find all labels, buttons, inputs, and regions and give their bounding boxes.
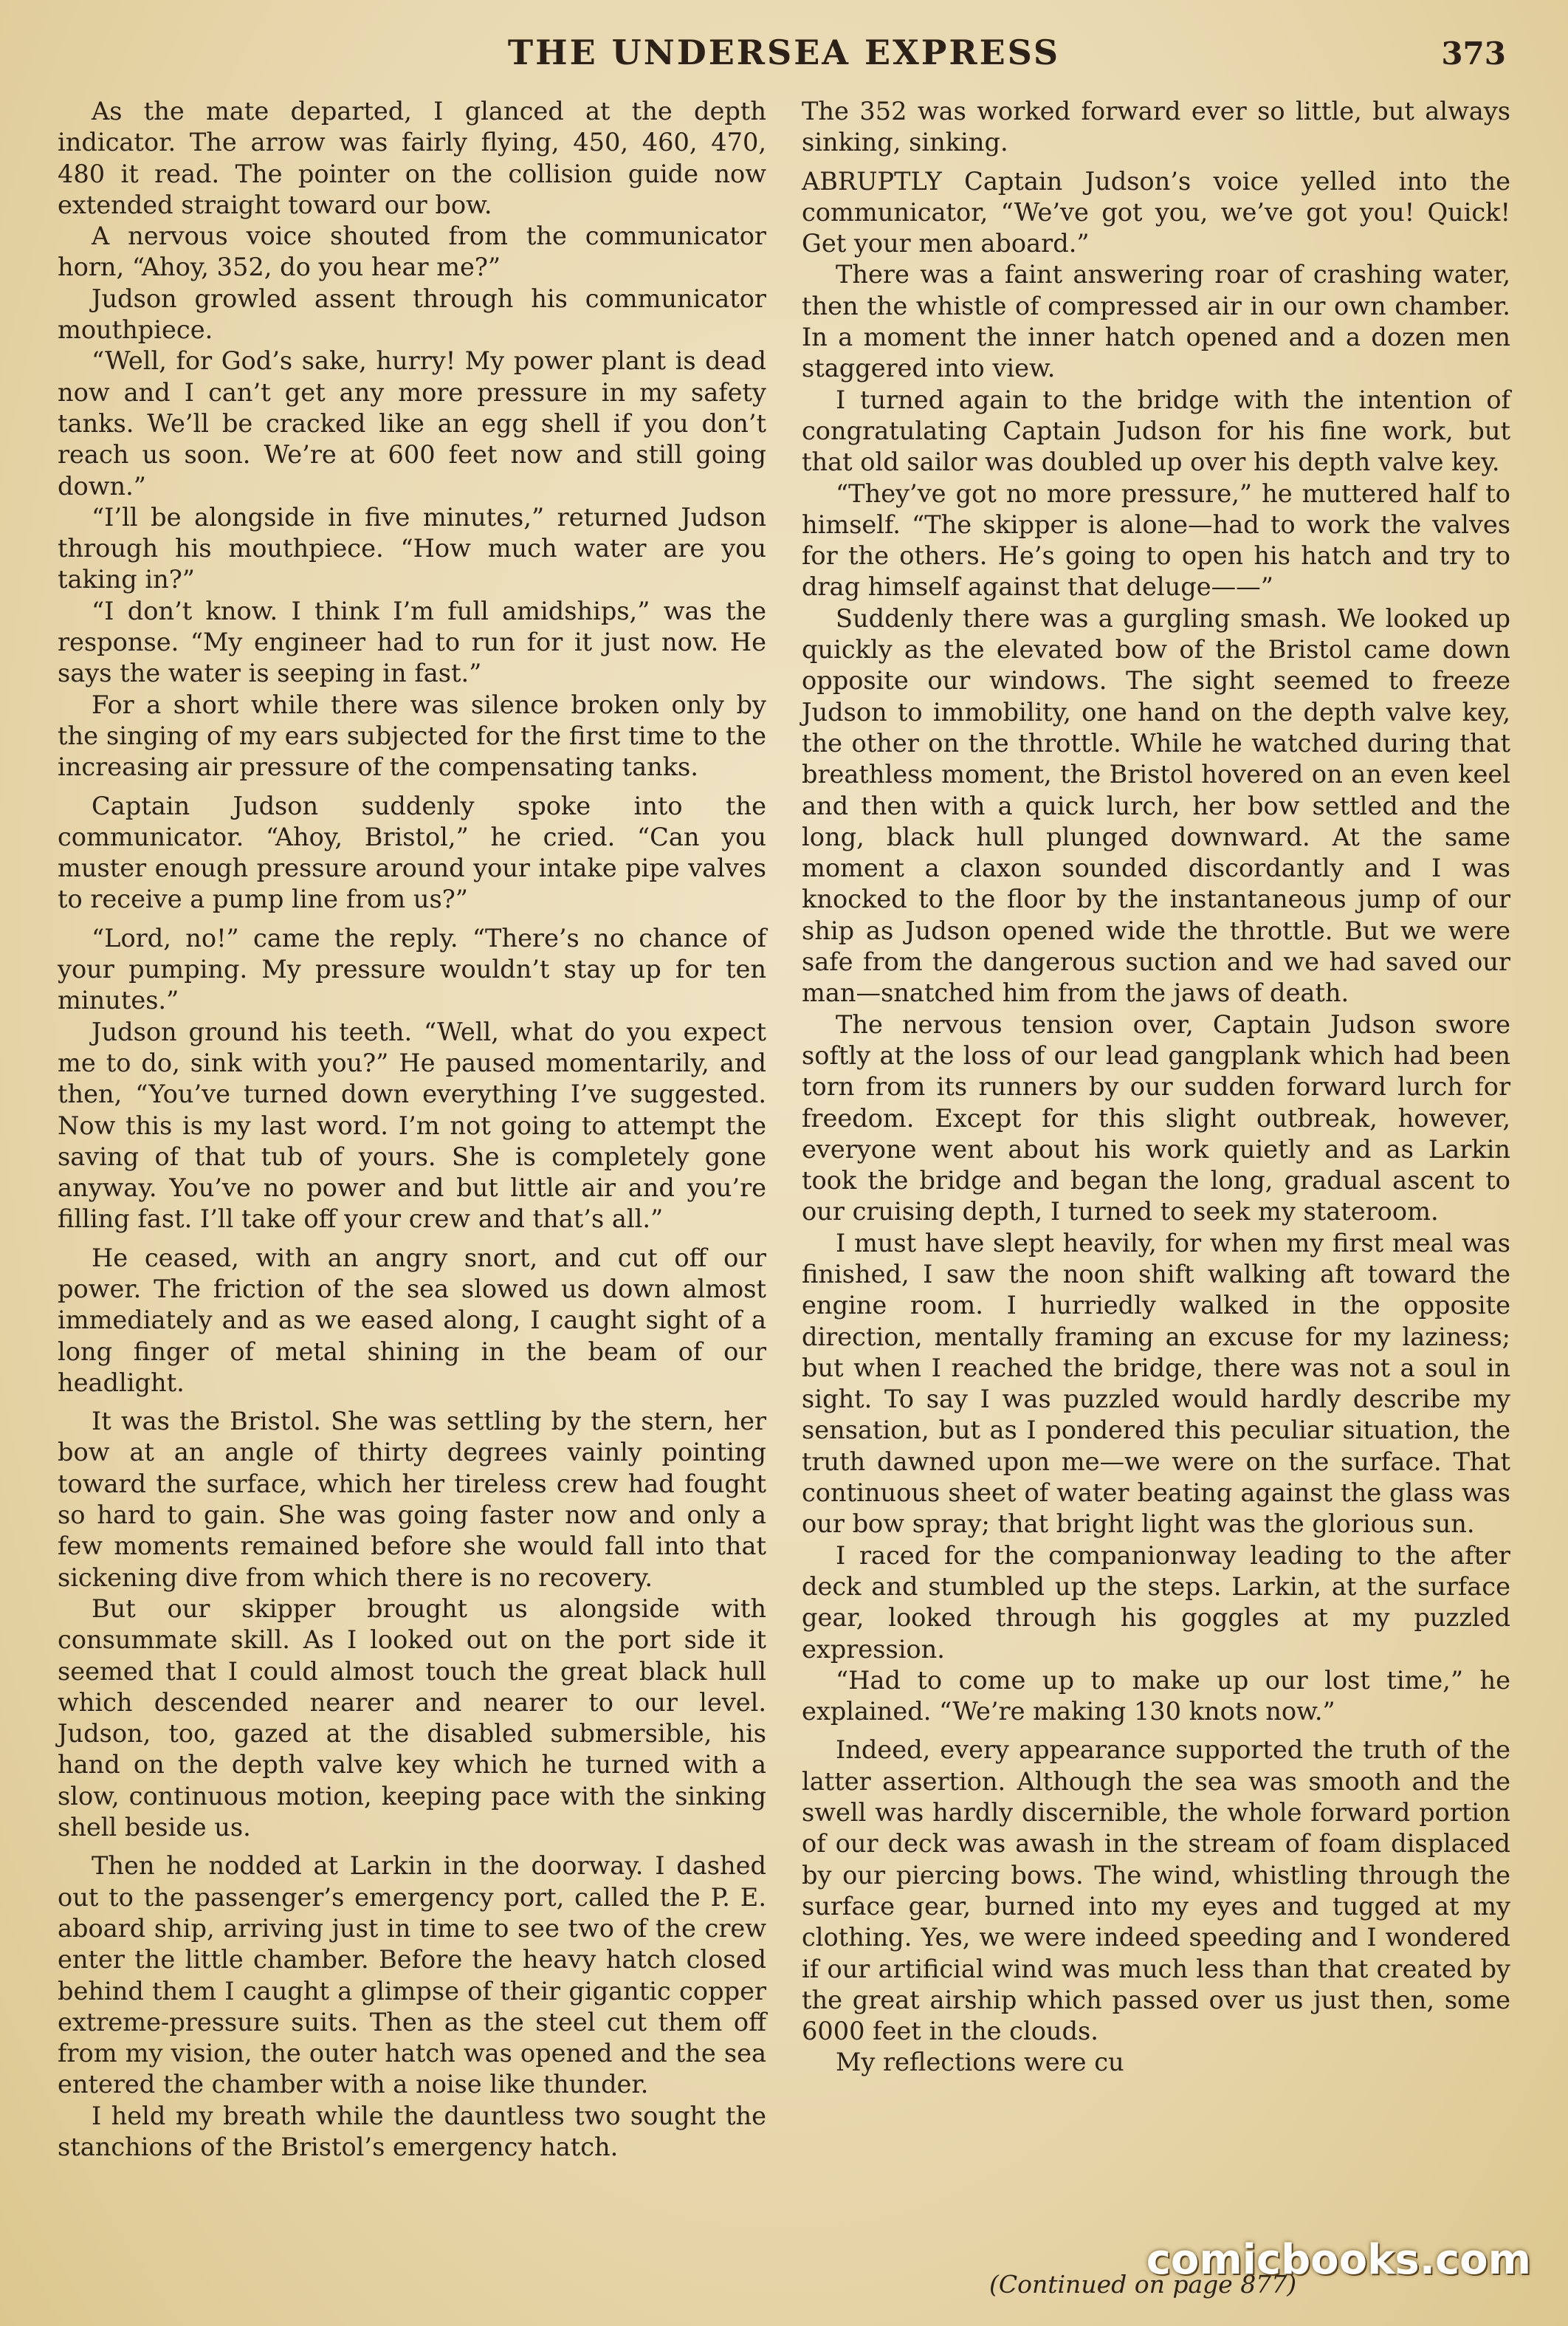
paragraph: Suddenly there was a gurgling smash. We looked up quickly as the elevated bow of the Bristol came down opposite our windows. The sight seemed to freeze Judson to immobility, one hand on the depth valve key, the other on the throttle. While he watched during that breathless moment, the Bristol hovered on an even keel and then with a quick lurch, her bow settled and the long, black hull plunged downward. At the same moment a claxon sounded discordantly and I was knocked to the floor by the instantaneous jump of our ship as Judson opened wide the throttle. But we were safe from the dangerous suction and we had saved our man—snatched him from the jaws of death.	[802, 603, 1510, 1008]
paragraph: I raced for the companionway leading to the after deck and stumbled up the steps. Larkin, at the surface gear, looked through his goggles at my puzzled expression.	[802, 1540, 1510, 1664]
right-column	[802, 96, 1510, 2079]
paragraph: “Well, for God’s sake, hurry! My power plant is dead now and I can’t get any more pressure in my safety tanks. We’ll be cracked like an egg shell if you don’t reach us soon. We’re at 600 feet now and still going down.”	[58, 346, 766, 501]
paragraph: For a short while there was silence broken only by the singing of my ears subjected for the first time to the increasing air pressure of the compensating tanks.	[58, 690, 766, 782]
paragraph: As the mate departed, I glanced at the depth indicator. The arrow was fairly flying, 450, 460, 470, 480 it read. The pointer on the collision guide now extended straight toward our bow.	[58, 97, 766, 219]
continued-note: (Continued on page 877)	[989, 2270, 1297, 2299]
paragraph: There was a faint answering roar of crashing water, then the whistle of compressed air in our own chamber. In a moment the inner hatch opened and a dozen men staggered into view.	[802, 260, 1510, 383]
paragraph: Indeed, every appearance supported the truth of the latter assertion. Although the sea was smooth and the swell was hardly discernible, the whole forward portion of our deck was awash in the stream of foam displaced by our piercing bows. The wind, whistling through the surface gear, burned into my eyes and tugged at my clothing. Yes, we were indeed speeding and I wondered if our artificial wind was much less than that created by the great airship which passed over us just then, some 6000 feet in the clouds.	[802, 1735, 1510, 2046]
paragraph: The 352 was worked forward ever so little, but always sinking, sinking.	[802, 97, 1510, 157]
paragraph: The nervous tension over, Captain Judson swore softly at the loss of our lead gangplank which had been torn from its runners by our sudden forward lurch for freedom. Except for this slight outbreak, however, everyone went about his work quietly and as Larkin took the bridge and began the long, gradual ascent to our cruising depth, I turned to seek my stateroom.	[802, 1009, 1510, 1227]
paragraph: Judson ground his teeth. “Well, what do you expect me to do, sink with you?” He paused momentarily, and then, “You’ve turned down everything I’ve suggested. Now this is my last word. I’m not going to attempt the saving of that tub of yours. She is completely gone anyway. You’ve no power and but little air and you’re filling fast. I’ll take off your crew and that’s all.”	[58, 1017, 766, 1234]
page-number: 373	[1441, 35, 1506, 72]
running-title: THE UNDERSEA EXPRESS	[507, 32, 1061, 72]
paragraph: “They’ve got no more pressure,” he muttered half to himself. “The skipper is alone—had to work the valves for the others. He’s going to open his hatch and try to drag himself against that deluge——”	[802, 478, 1510, 602]
page-header	[0, 32, 1568, 84]
site-watermark: comicbooks.com	[1146, 2236, 1531, 2284]
paragraph: Captain Judson suddenly spoke into the communicator. “Ahoy, Bristol,” he cried. “Can you muster enough pressure around your intake pipe valves to receive a pump line from us?”	[58, 791, 766, 914]
paragraph: “Had to come up to make up our lost time,” he explained. “We’re making 130 knots now.”	[802, 1665, 1510, 1726]
paragraph: Then he nodded at Larkin in the doorway. I dashed out to the passenger’s emergency port, called the P. E. aboard ship, arriving just in time to see two of the crew enter the little chamber. Before the heavy hatch closed behind them I caught a glimpse of their gigantic copper extreme-pressure suits. Then as the steel cut them off from my vision, the outer hatch was opened and the sea entered the chamber with a noise like thunder.	[58, 1851, 766, 2099]
paragraph: “Lord, no!” came the reply. “There’s no chance of your pumping. My pressure wouldn’t stay up for ten minutes.”	[58, 923, 766, 1015]
paragraph: I held my breath while the dauntless two sought the stanchions of the Bristol’s emergency hatch.	[58, 2101, 766, 2161]
paragraph: He ceased, with an angry snort, and cut off our power. The friction of the sea slowed us down almost immediately and as we eased along, I caught sight of a long finger of metal shining in the beam of our headlight.	[58, 1243, 766, 1397]
section-opening-paragraph: ABRUPTLY Captain Judson’s voice yelled into the communicator, “We’ve got you, we’ve got you! Quick! Get your men aboard.”	[802, 166, 1510, 258]
paragraph: It was the Bristol. She was settling by the stern, her bow at an angle of thirty degrees vainly pointing toward the surface, which her tireless crew had fought so hard to gain. She was going faster now and only a few moments remained before she would fall into that sickening dive from which there is no recovery.	[58, 1407, 766, 1592]
paragraph: But our skipper brought us alongside with consummate skill. As I looked out on the port side it seemed that I could almost touch the great black hull which descended nearer and nearer to our level. Judson, too, gazed at the disabled submersible, his hand on the depth valve key which he turned with a slow, continuous motion, keeping pace with the sinking shell beside us.	[58, 1593, 766, 1842]
paragraph: “I don’t know. I think I’m full amidships,” was the response. “My engineer had to run for it just now. He says the water is seeping in fast.”	[58, 596, 766, 688]
paragraph: I turned again to the bridge with the intention of congratulating Captain Judson for his fine work, but that old sailor was doubled up over his depth valve key.	[802, 385, 1510, 477]
paragraph: “I’ll be alongside in five minutes,” returned Judson through his mouthpiece. “How much water are you taking in?”	[58, 502, 766, 594]
paragraph: I must have slept heavily, for when my first meal was finished, I saw the noon shift walking aft toward the engine room. I hurriedly walked in the opposite direction, mentally framing an excuse for my laziness; but when I reached the bridge, there was not a soul in sight. To say I was puzzled would hardly describe my sensation, but as I pondered this peculiar situation, the truth dawned upon me—we were on the surface. That continuous sheet of water beating against the glass was our bow spray; that bright light was the glorious sun.	[802, 1228, 1510, 1539]
paragraph: Judson growled assent through his communicator mouthpiece.	[58, 284, 766, 345]
paragraph: My reflections were cu	[836, 2048, 1124, 2077]
paragraph: A nervous voice shouted from the communicator horn, “Ahoy, 352, do you hear me?”	[58, 222, 766, 282]
left-column	[58, 96, 766, 2163]
